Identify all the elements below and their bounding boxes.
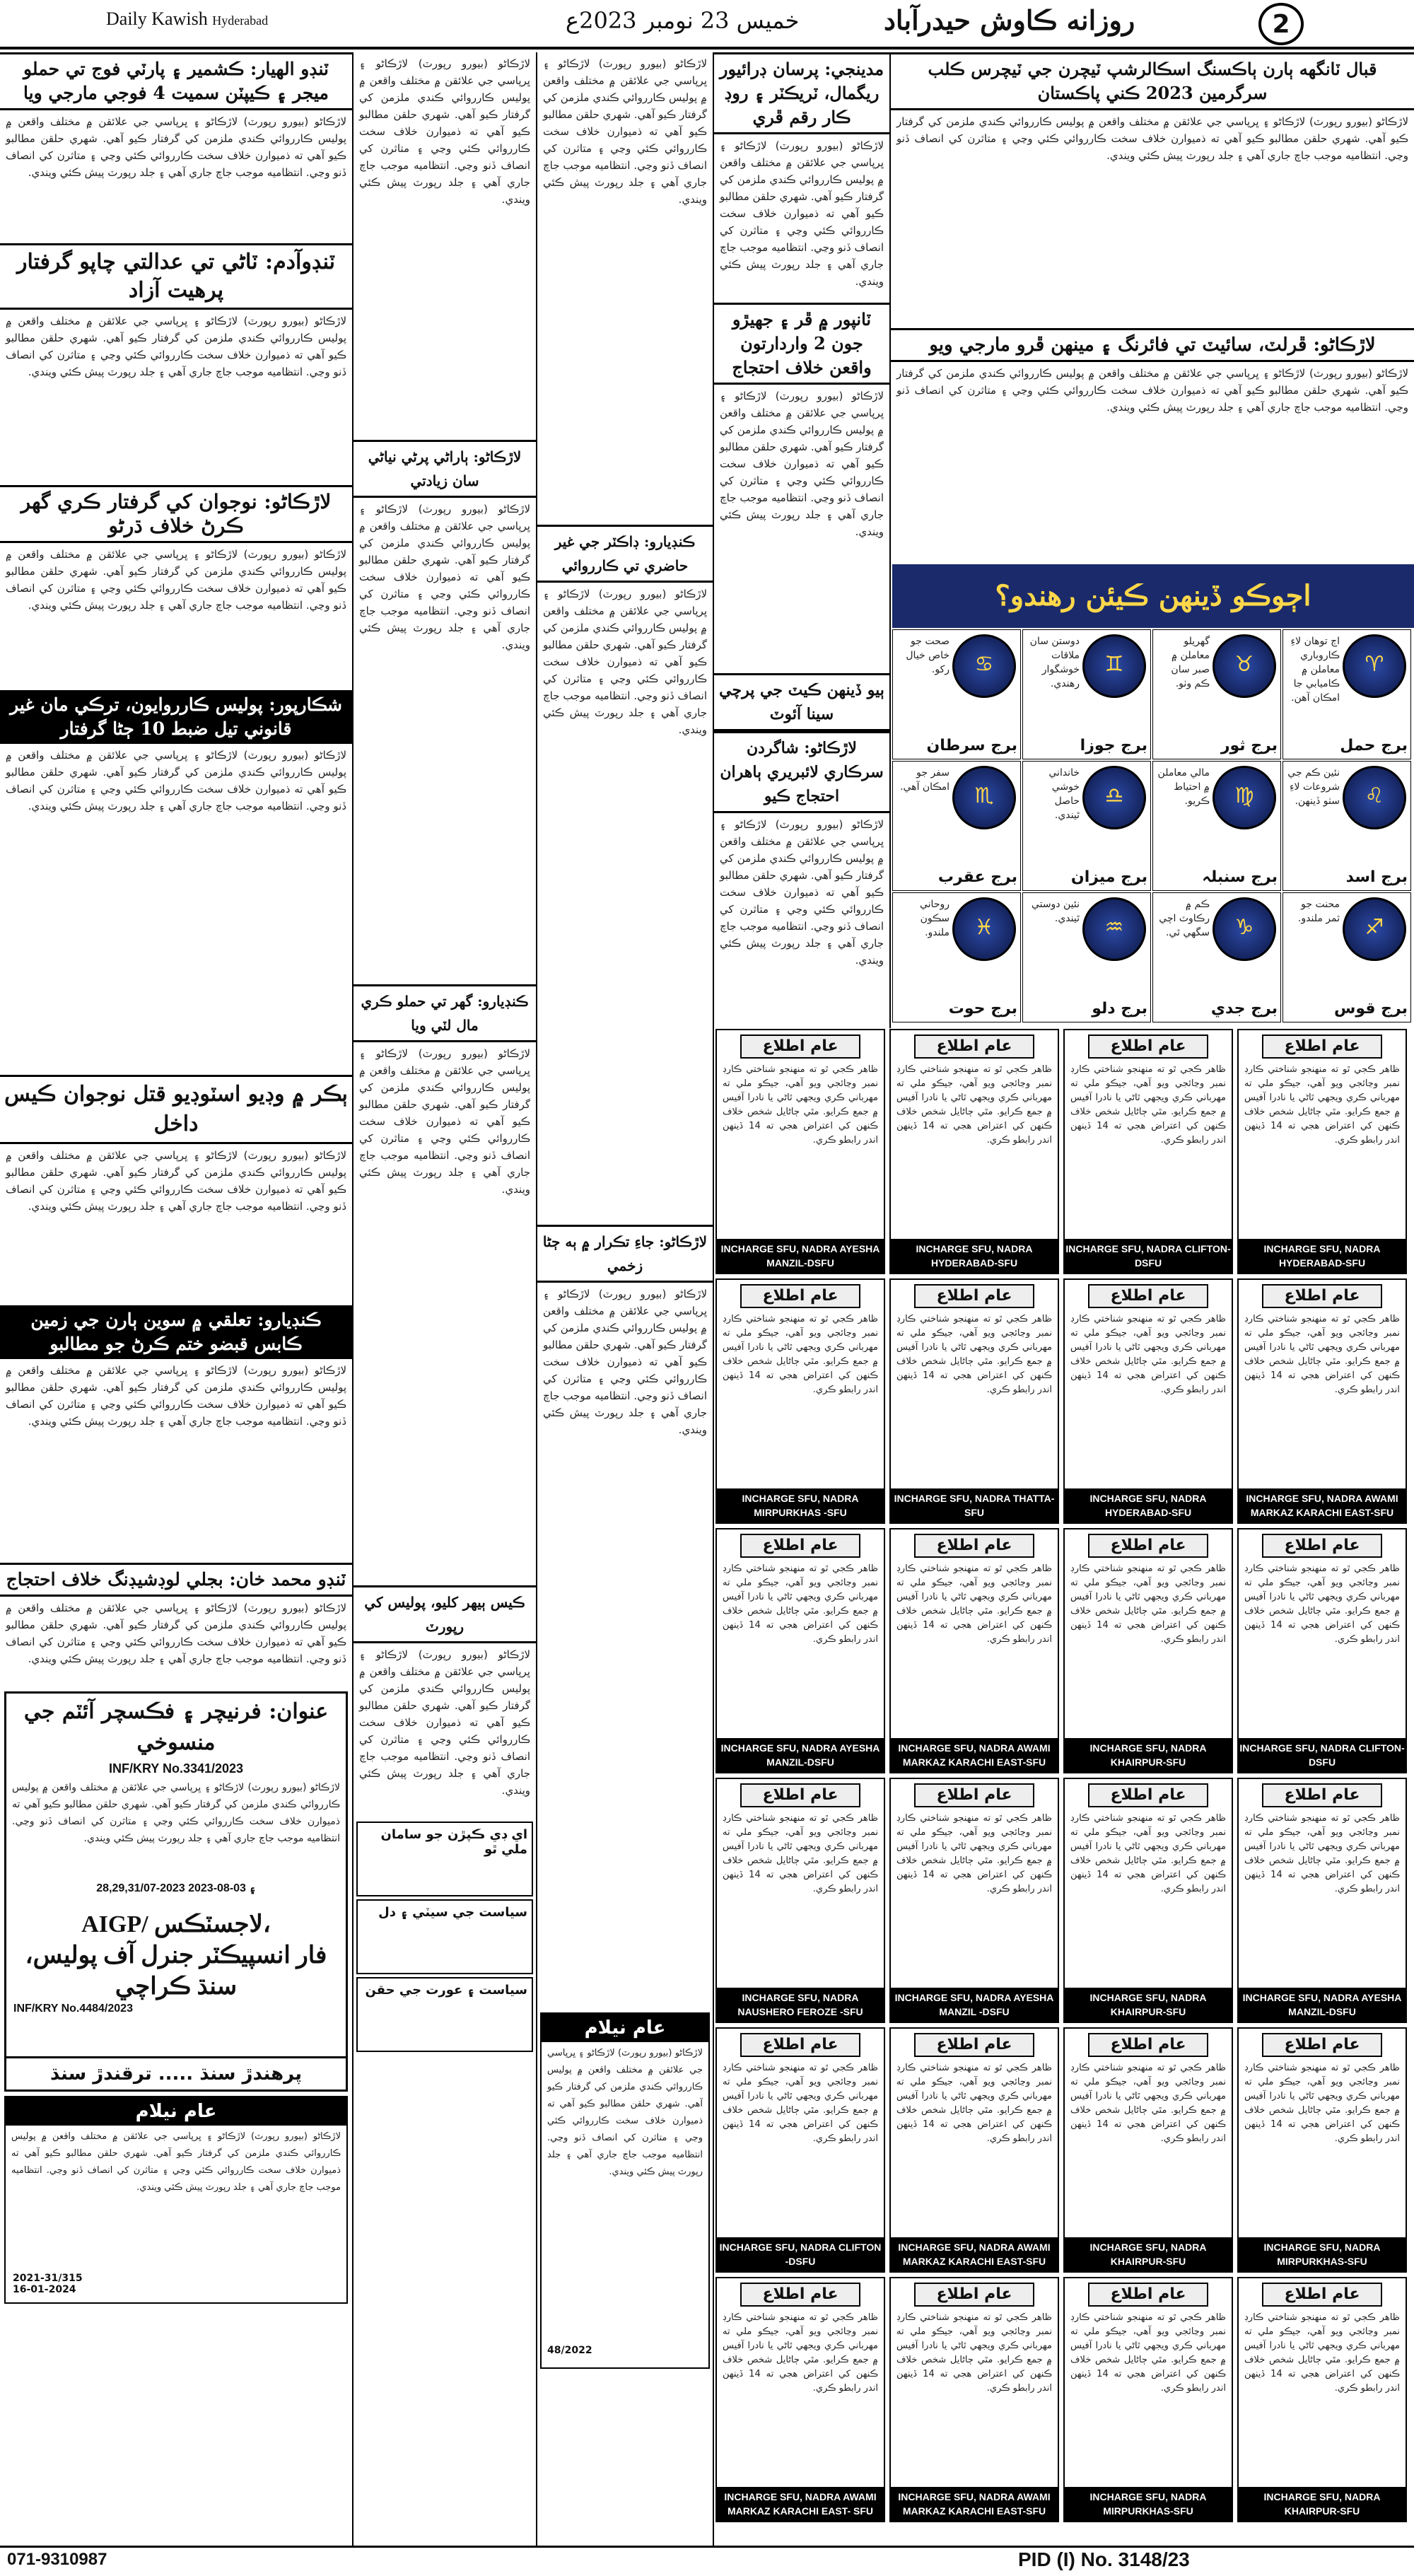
article-text: لاڙڪاڻو (بيورو رپورٽ) لاڙڪاڻو ۽ ڀرپاسي جي علائقن ۾ مختلف واقعن ۾ پوليس ڪارروائي ڪندي ملزمن کي گرفتار ڪيو آهي. شهري حلقن مطالبو ڪيو آهي ته ذميوارن خلاف سخت ڪارروائي ڪئي وڃي ۽ متاثرن کي انصاف ڏنو وڃي. انتظاميه موجب جاچ جاري آهي ۽ جلد رپورٽ پيش ڪئي ويندي. [359, 1648, 530, 1797]
notice-text: ظاهر ڪجي ٿو ته منهنجو شناختي ڪارڊ نمبر وڃائجي ويو آهي، جيڪو ملي ته مهرباني ڪري ويجهي ٿاڻي يا نادرا آفيس ۾ جمع ڪرايو. مٿي ڄاڻايل شخص خلاف ڪنهن کي اعتراض هجي ته 14 ڏينهن اندر رابطو ڪري. [1244, 1064, 1401, 1146]
notice-heading: عام اطلاع [914, 2283, 1034, 2307]
notice-issuer: INCHARGE SFU, NADRA THATTA-SFU [891, 1488, 1058, 1522]
zodiac-glyph: ♑ [1234, 915, 1254, 940]
notice-issuer: INCHARGE SFU, NADRA KHAIRPUR-SFU [1065, 1738, 1232, 1772]
headline: ٽنڊوآدم: ٽاڻي تي عدالتي چاپو گرفتار پرهيت آزاد [0, 243, 352, 310]
tender-ref: INF/KRY No.3341/2023 [108, 1761, 244, 1776]
zodiac-glyph: ♌ [1365, 783, 1384, 808]
notice-issuer: INCHARGE SFU, NADRA MIRPURKHAS -SFU [717, 1488, 884, 1522]
headline: ٻيو ڏينهن ڪيٽ جي پرچي سينا آئوٽ [714, 673, 889, 731]
public-notice [1063, 1029, 1233, 1274]
notice-text: ظاهر ڪجي ٿو ته منهنجو شناختي ڪارڊ نمبر وڃائجي ويو آهي، جيڪو ملي ته مهرباني ڪري ويجهي ٿاڻي يا نادرا آفيس ۾ جمع ڪرايو. مٿي ڄاڻايل شخص خلاف ڪنهن کي اعتراض هجي ته 14 ڏينهن اندر رابطو ڪري. [1244, 1314, 1401, 1395]
article-text: لاڙڪاڻو (بيورو رپورٽ) لاڙڪاڻو ۽ ڀرپاسي جي علائقن ۾ مختلف واقعن ۾ پوليس ڪارروائي ڪندي ملزمن کي گرفتار ڪيو آهي. شهري حلقن مطالبو ڪيو آهي ته ذميوارن خلاف سخت ڪارروائي ڪئي وڃي ۽ متاثرن کي انصاف ڏنو وڃي. انتظاميه موجب جاچ جاري آهي ۽ جلد رپورٽ پيش ڪئي ويندي. [359, 57, 530, 206]
auction-text: لاڙڪاڻو (بيورو رپورٽ) لاڙڪاڻو ۽ ڀرپاسي جي علائقن ۾ مختلف واقعن ۾ پوليس ڪارروائي ڪندي ملزمن کي گرفتار ڪيو آهي. شهري حلقن مطالبو ڪيو آهي ته ذميوارن خلاف سخت ڪارروائي ڪئي وڃي ۽ متاثرن کي انصاف ڏنو وڃي. انتظاميه موجب جاچ جاري آهي ۽ جلد رپورٽ پيش ڪئي ويندي. [547, 2048, 703, 2177]
public-notice [1063, 1278, 1233, 1524]
horoscope-text: نئين دوستي ٿيندي. [1031, 899, 1080, 924]
public-notice [1237, 2027, 1407, 2273]
zodiac-icon [1082, 897, 1146, 961]
horoscope-text: محنت جو ثمر ملندو. [1297, 899, 1340, 924]
notice-text: ظاهر ڪجي ٿو ته منهنجو شناختي ڪارڊ نمبر وڃائجي ويو آهي، جيڪو ملي ته مهرباني ڪري ويجهي ٿاڻي يا نادرا آفيس ۾ جمع ڪرايو. مٿي ڄاڻايل شخص خلاف ڪنهن کي اعتراض هجي ته 14 ڏينهن اندر رابطو ڪري. [723, 1813, 879, 1894]
horoscope-sign [1282, 892, 1411, 1022]
notice-heading: عام اطلاع [1262, 1035, 1381, 1059]
zodiac-icon [1343, 634, 1406, 698]
notice-issuer: INCHARGE SFU, NADRA CLIFTON -DSFU [717, 2237, 884, 2271]
public-notice [715, 1278, 885, 1524]
tender-title: عنوان: فرنيچر ۽ فڪسچر آئٽم جي منسوخي [23, 1699, 329, 1755]
auction-text: لاڙڪاڻو (بيورو رپورٽ) لاڙڪاڻو ۽ ڀرپاسي جي علائقن ۾ مختلف واقعن ۾ پوليس ڪارروائي ڪندي ملزمن کي گرفتار ڪيو آهي. شهري حلقن مطالبو ڪيو آهي ته ذميوارن خلاف سخت ڪارروائي ڪئي وڃي ۽ متاثرن کي انصاف ڏنو وڃي. انتظاميه موجب جاچ جاري آهي ۽ جلد رپورٽ پيش ڪئي ويندي. [11, 2131, 341, 2193]
public-notice [1237, 1029, 1407, 1274]
notice-heading: عام اطلاع [1262, 2033, 1381, 2057]
zodiac-icon [952, 897, 1016, 961]
notice-text: ظاهر ڪجي ٿو ته منهنجو شناختي ڪارڊ نمبر وڃائجي ويو آهي، جيڪو ملي ته مهرباني ڪري ويجهي ٿاڻي يا نادرا آفيس ۾ جمع ڪرايو. مٿي ڄاڻايل شخص خلاف ڪنهن کي اعتراض هجي ته 14 ڏينهن اندر رابطو ڪري. [1070, 2063, 1227, 2144]
notice-text: ظاهر ڪجي ٿو ته منهنجو شناختي ڪارڊ نمبر وڃائجي ويو آهي، جيڪو ملي ته مهرباني ڪري ويجهي ٿاڻي يا نادرا آفيس ۾ جمع ڪرايو. مٿي ڄاڻايل شخص خلاف ڪنهن کي اعتراض هجي ته 14 ڏينهن اندر رابطو ڪري. [723, 1314, 879, 1395]
zodiac-glyph: ♋ [974, 652, 994, 677]
article-text: لاڙڪاڻو (بيورو رپورٽ) لاڙڪاڻو ۽ ڀرپاسي جي علائقن ۾ مختلف واقعن ۾ پوليس ڪارروائي ڪندي ملزمن کي گرفتار ڪيو آهي. شهري حلقن مطالبو ڪيو آهي ته ذميوارن خلاف سخت ڪارروائي ڪئي وڃي ۽ متاثرن کي انصاف ڏنو وڃي. انتظاميه موجب جاچ جاري آهي ۽ جلد رپورٽ پيش ڪئي ويندي. [6, 315, 346, 378]
zodiac-glyph: ♍ [1234, 783, 1254, 808]
public-notice [1237, 1778, 1407, 2023]
public-notice [1237, 1278, 1407, 1524]
aigp-line-2: سنڌ ڪراچي [115, 1974, 238, 2000]
notice-heading: عام اطلاع [1088, 2283, 1208, 2307]
auction-notice [4, 2096, 348, 2304]
headline: لاڙڪاڻو: نوجوان کي گرفتار ڪري گهر ڪرڻ خلاف ڌرڻو [0, 485, 352, 543]
notice-heading: عام اطلاع [914, 1035, 1034, 1059]
notice-issuer: INCHARGE SFU, NADRA KHAIRPUR-SFU [1065, 1988, 1232, 2022]
footer-phone: 071-9310987 [7, 2550, 107, 2569]
horoscope-sign [1152, 629, 1281, 759]
tender-text: لاڙڪاڻو (بيورو رپورٽ) لاڙڪاڻو ۽ ڀرپاسي جي علائقن ۾ مختلف واقعن ۾ پوليس ڪارروائي ڪندي ملزمن کي گرفتار ڪيو آهي. شهري حلقن مطالبو ڪيو آهي ته ذميوارن خلاف سخت ڪارروائي ڪئي وڃي ۽ متاثرن کي انصاف ڏنو وڃي. انتظاميه موجب جاچ جاري آهي ۽ جلد رپورٽ پيش ڪئي ويندي. [12, 1782, 340, 1844]
headline: قبال ٽانگهه ٻارن ٻاڪسنگ اسڪالرشپ ٽيچرن جي ٽيچرس ڪلب سرگرمين 2023 ڪني پاڪستان [891, 52, 1414, 110]
headline: لاڙڪاڻو: جاءِ تڪرار ۾ ٻه ڄڻا زخمي [537, 1225, 713, 1283]
public-notice [889, 2027, 1059, 2273]
notices-grid [714, 1029, 1414, 2542]
notice-heading: عام اطلاع [740, 1783, 860, 1807]
notice-text: ظاهر ڪجي ٿو ته منهنجو شناختي ڪارڊ نمبر وڃائجي ويو آهي، جيڪو ملي ته مهرباني ڪري ويجهي ٿاڻي يا نادرا آفيس ۾ جمع ڪرايو. مٿي ڄاڻايل شخص خلاف ڪنهن کي اعتراض هجي ته 14 ڏينهن اندر رابطو ڪري. [1070, 1064, 1227, 1146]
public-notice [889, 1778, 1059, 2023]
zodiac-icon [1213, 897, 1276, 961]
notice-issuer: INCHARGE SFU, NADRA AWAMI MARKAZ KARACHI EAST-SFU [891, 2237, 1058, 2271]
auction-notice [540, 2012, 710, 2369]
notice-text: ظاهر ڪجي ٿو ته منهنجو شناختي ڪارڊ نمبر وڃائجي ويو آهي، جيڪو ملي ته مهرباني ڪري ويجهي ٿاڻي يا نادرا آفيس ۾ جمع ڪرايو. مٿي ڄاڻايل شخص خلاف ڪنهن کي اعتراض هجي ته 14 ڏينهن اندر رابطو ڪري. [1070, 2312, 1227, 2394]
article-text: لاڙڪاڻو (بيورو رپورٽ) لاڙڪاڻو ۽ ڀرپاسي جي علائقن ۾ مختلف واقعن ۾ پوليس ڪارروائي ڪندي ملزمن کي گرفتار ڪيو آهي. شهري حلقن مطالبو ڪيو آهي ته ذميوارن خلاف سخت ڪارروائي ڪئي وڃي ۽ متاثرن کي انصاف ڏنو وڃي. انتظاميه موجب جاچ جاري آهي ۽ جلد رپورٽ پيش ڪئي ويندي. [543, 1288, 707, 1436]
notice-heading: عام اطلاع [1262, 1284, 1381, 1308]
article-text: لاڙڪاڻو (بيورو رپورٽ) لاڙڪاڻو ۽ ڀرپاسي جي علائقن ۾ مختلف واقعن ۾ پوليس ڪارروائي ڪندي ملزمن کي گرفتار ڪيو آهي. شهري حلقن مطالبو ڪيو آهي ته ذميوارن خلاف سخت ڪارروائي ڪئي وڃي ۽ متاثرن کي انصاف ڏنو وڃي. انتظاميه موجب جاچ جاري آهي ۽ جلد رپورٽ پيش ڪئي ويندي. [359, 1047, 530, 1196]
public-notice [1063, 2277, 1233, 2522]
notice-text: ظاهر ڪجي ٿو ته منهنجو شناختي ڪارڊ نمبر وڃائجي ويو آهي، جيڪو ملي ته مهرباني ڪري ويجهي ٿاڻي يا نادرا آفيس ۾ جمع ڪرايو. مٿي ڄاڻايل شخص خلاف ڪنهن کي اعتراض هجي ته 14 ڏينهن اندر رابطو ڪري. [723, 1064, 879, 1146]
headline: ڪنڊيارو: تعلقي ۾ سوين ٻارن جي زمين ڪابس قبضو ختم ڪرڻ جو مطالبو [0, 1305, 352, 1359]
horoscope-text: روحاني سڪون ملندو. [919, 899, 950, 938]
zodiac-glyph: ♈ [1365, 652, 1384, 677]
horoscope-sign-name: برج سرطان [926, 737, 1017, 754]
news-column-2 [354, 52, 537, 2546]
zodiac-icon [952, 766, 1016, 829]
page-number-badge: 2 [1258, 3, 1304, 45]
zodiac-glyph: ♒ [1104, 915, 1124, 940]
article-text: لاڙڪاڻو (بيورو رپورٽ) لاڙڪاڻو ۽ ڀرپاسي جي علائقن ۾ مختلف واقعن ۾ پوليس ڪارروائي ڪندي ملزمن کي گرفتار ڪيو آهي. شهري حلقن مطالبو ڪيو آهي ته ذميوارن خلاف سخت ڪارروائي ڪئي وڃي ۽ متاثرن کي انصاف ڏنو وڃي. انتظاميه موجب جاچ جاري آهي ۽ جلد رپورٽ پيش ڪئي ويندي. [896, 115, 1408, 162]
horoscope-sign-name: برج جوزا [1080, 737, 1147, 754]
notice-heading: عام اطلاع [1262, 2283, 1381, 2307]
public-notice [889, 1528, 1059, 1773]
article-text: لاڙڪاڻو (بيورو رپورٽ) لاڙڪاڻو ۽ ڀرپاسي جي علائقن ۾ مختلف واقعن ۾ پوليس ڪارروائي ڪندي ملزمن کي گرفتار ڪيو آهي. شهري حلقن مطالبو ڪيو آهي ته ذميوارن خلاف سخت ڪارروائي ڪئي وڃي ۽ متاثرن کي انصاف ڏنو وڃي. انتظاميه موجب جاچ جاري آهي ۽ جلد رپورٽ پيش ڪئي ويندي. [6, 1149, 346, 1213]
article-text: لاڙڪاڻو (بيورو رپورٽ) لاڙڪاڻو ۽ ڀرپاسي جي علائقن ۾ مختلف واقعن ۾ پوليس ڪارروائي ڪندي ملزمن کي گرفتار ڪيو آهي. شهري حلقن مطالبو ڪيو آهي ته ذميوارن خلاف سخت ڪارروائي ڪئي وڃي ۽ متاثرن کي انصاف ڏنو وڃي. انتظاميه موجب جاچ جاري آهي ۽ جلد رپورٽ پيش ڪئي ويندي. [720, 139, 884, 288]
notice-issuer: INCHARGE SFU, NADRA CLIFTON-DSFU [1239, 1738, 1406, 1772]
notice-text: ظاهر ڪجي ٿو ته منهنجو شناختي ڪارڊ نمبر وڃائجي ويو آهي، جيڪو ملي ته مهرباني ڪري ويجهي ٿاڻي يا نادرا آفيس ۾ جمع ڪرايو. مٿي ڄاڻايل شخص خلاف ڪنهن کي اعتراض هجي ته 14 ڏينهن اندر رابطو ڪري. [723, 2312, 879, 2394]
public-notice [715, 2027, 885, 2273]
horoscope-sign-name: برج حمل [1340, 737, 1408, 754]
notice-heading: عام اطلاع [740, 2033, 860, 2057]
horoscope-sign [1152, 892, 1281, 1022]
horoscope-sign-name: برج دلو [1092, 1000, 1147, 1018]
horoscope-sign-name: برج قوس [1333, 1000, 1408, 1018]
notice-issuer: INCHARGE SFU, NADRA AYESHA MANZIL-DSFU [717, 1239, 884, 1273]
notice-text: ظاهر ڪجي ٿو ته منهنجو شناختي ڪارڊ نمبر وڃائجي ويو آهي، جيڪو ملي ته مهرباني ڪري ويجهي ٿاڻي يا نادرا آفيس ۾ جمع ڪرايو. مٿي ڄاڻايل شخص خلاف ڪنهن کي اعتراض هجي ته 14 ڏينهن اندر رابطو ڪري. [1244, 2312, 1401, 2394]
horoscope-sign [1152, 761, 1281, 891]
notice-heading: عام اطلاع [740, 1035, 860, 1059]
article-text: لاڙڪاڻو (بيورو رپورٽ) لاڙڪاڻو ۽ ڀرپاسي جي علائقن ۾ مختلف واقعن ۾ پوليس ڪارروائي ڪندي ملزمن کي گرفتار ڪيو آهي. شهري حلقن مطالبو ڪيو آهي ته ذميوارن خلاف سخت ڪارروائي ڪئي وڃي ۽ متاثرن کي انصاف ڏنو وڃي. انتظاميه موجب جاچ جاري آهي ۽ جلد رپورٽ پيش ڪئي ويندي. [359, 503, 530, 651]
masthead-title: روزانه ڪاوش حيدرآباد [884, 4, 1135, 36]
news-column-3 [537, 52, 714, 2546]
public-notice [1237, 2277, 1407, 2522]
horoscope-sign-name: برج ثور [1220, 737, 1278, 754]
notice-issuer: INCHARGE SFU, NADRA NAUSHERO FEROZE -SFU [717, 1988, 884, 2022]
notice-heading: عام اطلاع [914, 1534, 1034, 1558]
footer-bar [0, 2546, 1414, 2576]
notice-heading: عام اطلاع [1262, 1783, 1381, 1807]
notice-heading: عام اطلاع [1088, 2033, 1208, 2057]
horoscope-sign-name: برج جدي [1210, 1000, 1278, 1018]
horoscope-sign-name: برج عقرب [937, 868, 1017, 886]
horoscope-text: گهريلو معاملن ۾ صبر سان ڪم وٺو. [1171, 636, 1210, 689]
notice-heading: عام اطلاع [740, 1534, 860, 1558]
notice-heading: عام اطلاع [740, 1284, 860, 1308]
classified-ad: سياست جي سيٽي ۽ دل [356, 1899, 533, 1974]
horoscope-sign [892, 892, 1021, 1022]
horoscope-sign [1282, 629, 1411, 759]
article-text: لاڙڪاڻو (بيورو رپورٽ) لاڙڪاڻو ۽ ڀرپاسي جي علائقن ۾ مختلف واقعن ۾ پوليس ڪارروائي ڪندي ملزمن کي گرفتار ڪيو آهي. شهري حلقن مطالبو ڪيو آهي ته ذميوارن خلاف سخت ڪارروائي ڪئي وڃي ۽ متاثرن کي انصاف ڏنو وڃي. انتظاميه موجب جاچ جاري آهي ۽ جلد رپورٽ پيش ڪئي ويندي. [720, 818, 884, 967]
public-notice [715, 1029, 885, 1274]
public-notice [1237, 1528, 1407, 1773]
zodiac-icon [1213, 766, 1276, 829]
horoscope-text: خانداني خوشي حاصل ٿيندي. [1048, 767, 1080, 821]
article-text: لاڙڪاڻو (بيورو رپورٽ) لاڙڪاڻو ۽ ڀرپاسي جي علائقن ۾ مختلف واقعن ۾ پوليس ڪارروائي ڪندي ملزمن کي گرفتار ڪيو آهي. شهري حلقن مطالبو ڪيو آهي ته ذميوارن خلاف سخت ڪارروائي ڪئي وڃي ۽ متاثرن کي انصاف ڏنو وڃي. انتظاميه موجب جاچ جاري آهي ۽ جلد رپورٽ پيش ڪئي ويندي. [6, 749, 346, 812]
headline: ٻڪر ۾ وڊيو اسٽوڊيو قتل نوجوان ڪيس داخل [0, 1075, 352, 1144]
notice-text: ظاهر ڪجي ٿو ته منهنجو شناختي ڪارڊ نمبر وڃائجي ويو آهي، جيڪو ملي ته مهرباني ڪري ويجهي ٿاڻي يا نادرا آفيس ۾ جمع ڪرايو. مٿي ڄاڻايل شخص خلاف ڪنهن کي اعتراض هجي ته 14 ڏينهن اندر رابطو ڪري. [896, 2063, 1053, 2144]
horoscope-text: نئين ڪم جي شروعات لاءِ سٺو ڏينهن. [1287, 767, 1340, 807]
tender-ref-2: INF/KRY No.4484/2023 [13, 2003, 133, 2015]
article-text: لاڙڪاڻو (بيورو رپورٽ) لاڙڪاڻو ۽ ڀرپاسي جي علائقن ۾ مختلف واقعن ۾ پوليس ڪارروائي ڪندي ملزمن کي گرفتار ڪيو آهي. شهري حلقن مطالبو ڪيو آهي ته ذميوارن خلاف سخت ڪارروائي ڪئي وڃي ۽ متاثرن کي انصاف ڏنو وڃي. انتظاميه موجب جاچ جاري آهي ۽ جلد رپورٽ پيش ڪئي ويندي. [896, 367, 1408, 414]
classified-ad: سياست ۽ عورت جي حقن [356, 1977, 533, 2052]
zodiac-icon [1213, 634, 1276, 698]
news-column-4 [714, 52, 891, 1028]
notice-text: ظاهر ڪجي ٿو ته منهنجو شناختي ڪارڊ نمبر وڃائجي ويو آهي، جيڪو ملي ته مهرباني ڪري ويجهي ٿاڻي يا نادرا آفيس ۾ جمع ڪرايو. مٿي ڄاڻايل شخص خلاف ڪنهن کي اعتراض هجي ته 14 ڏينهن اندر رابطو ڪري. [1070, 1563, 1227, 1645]
article-text: لاڙڪاڻو (بيورو رپورٽ) لاڙڪاڻو ۽ ڀرپاسي جي علائقن ۾ مختلف واقعن ۾ پوليس ڪارروائي ڪندي ملزمن کي گرفتار ڪيو آهي. شهري حلقن مطالبو ڪيو آهي ته ذميوارن خلاف سخت ڪارروائي ڪئي وڃي ۽ متاثرن کي انصاف ڏنو وڃي. انتظاميه موجب جاچ جاري آهي ۽ جلد رپورٽ پيش ڪئي ويندي. [6, 548, 346, 612]
notice-issuer: INCHARGE SFU, NADRA HYDERABAD-SFU [891, 1239, 1058, 1273]
article-text: لاڙڪاڻو (بيورو رپورٽ) لاڙڪاڻو ۽ ڀرپاسي جي علائقن ۾ مختلف واقعن ۾ پوليس ڪارروائي ڪندي ملزمن کي گرفتار ڪيو آهي. شهري حلقن مطالبو ڪيو آهي ته ذميوارن خلاف سخت ڪارروائي ڪئي وڃي ۽ متاثرن کي انصاف ڏنو وڃي. انتظاميه موجب جاچ جاري آهي ۽ جلد رپورٽ پيش ڪئي ويندي. [6, 1602, 346, 1665]
zodiac-glyph: ♐ [1365, 915, 1384, 940]
public-notice [889, 1278, 1059, 1524]
zodiac-glyph: ♉ [1234, 652, 1254, 677]
zodiac-icon [1082, 766, 1146, 829]
masthead-brand: Daily Kawish Hyderabad [106, 8, 269, 29]
tender-slogan: پرهندڙ سنڌ ..... ترقندڙ سنڌ [6, 2056, 346, 2090]
tender-dates: 28,29,31/07-2023 ۽ 03-08-2023 [96, 1882, 256, 1894]
notice-text: ظاهر ڪجي ٿو ته منهنجو شناختي ڪارڊ نمبر وڃائجي ويو آهي، جيڪو ملي ته مهرباني ڪري ويجهي ٿاڻي يا نادرا آفيس ۾ جمع ڪرايو. مٿي ڄاڻايل شخص خلاف ڪنهن کي اعتراض هجي ته 14 ڏينهن اندر رابطو ڪري. [723, 2063, 879, 2144]
horoscope-sign [1282, 761, 1411, 891]
notice-text: ظاهر ڪجي ٿو ته منهنجو شناختي ڪارڊ نمبر وڃائجي ويو آهي، جيڪو ملي ته مهرباني ڪري ويجهي ٿاڻي يا نادرا آفيس ۾ جمع ڪرايو. مٿي ڄاڻايل شخص خلاف ڪنهن کي اعتراض هجي ته 14 ڏينهن اندر رابطو ڪري. [896, 2312, 1053, 2394]
article-text: لاڙڪاڻو (بيورو رپورٽ) لاڙڪاڻو ۽ ڀرپاسي جي علائقن ۾ مختلف واقعن ۾ پوليس ڪارروائي ڪندي ملزمن کي گرفتار ڪيو آهي. شهري حلقن مطالبو ڪيو آهي ته ذميوارن خلاف سخت ڪارروائي ڪئي وڃي ۽ متاثرن کي انصاف ڏنو وڃي. انتظاميه موجب جاچ جاري آهي ۽ جلد رپورٽ پيش ڪئي ويندي. [6, 115, 346, 179]
headline: لاڙڪاڻو: شاگردن سرڪاري لائبريري ٻاهران احتجاج ڪيو [714, 731, 889, 813]
notice-heading: عام اطلاع [1088, 1284, 1208, 1308]
public-notice [889, 2277, 1059, 2522]
zodiac-icon [952, 634, 1016, 698]
public-notice [1063, 2027, 1233, 2273]
notice-issuer: INCHARGE SFU, NADRA AYESHA MANZIL-DSFU [1239, 1988, 1406, 2022]
auction-case: 48/2022 [547, 2345, 592, 2356]
public-notice [1063, 1778, 1233, 2023]
notice-issuer: INCHARGE SFU, NADRA AYESHA MANZIL-DSFU [717, 1738, 884, 1772]
notice-heading: عام اطلاع [1262, 1534, 1381, 1558]
horoscope-sign-name: برج سنبلہ [1202, 868, 1278, 886]
notice-issuer: INCHARGE SFU, NADRA MIRPURKHAS-SFU [1065, 2487, 1232, 2521]
notice-issuer: INCHARGE SFU, NADRA AWAMI MARKAZ KARACHI EAST-SFU [1239, 1488, 1406, 1522]
notice-issuer: INCHARGE SFU, NADRA HYDERABAD-SFU [1065, 1488, 1232, 1522]
auction-date: 16-01-2024 [13, 2284, 76, 2295]
notice-text: ظاهر ڪجي ٿو ته منهنجو شناختي ڪارڊ نمبر وڃائجي ويو آهي، جيڪو ملي ته مهرباني ڪري ويجهي ٿاڻي يا نادرا آفيس ۾ جمع ڪرايو. مٿي ڄاڻايل شخص خلاف ڪنهن کي اعتراض هجي ته 14 ڏينهن اندر رابطو ڪري. [896, 1813, 1053, 1894]
zodiac-glyph: ♏ [974, 783, 994, 808]
horoscope-sign [1022, 892, 1151, 1022]
horoscope-text: سفر جو امڪان آهي. [900, 767, 950, 793]
notice-heading: عام اطلاع [740, 2283, 860, 2307]
headline: ٽنڊو محمد خان: بجلي لوڊشيڊنگ خلاف احتجاج [0, 1563, 352, 1597]
notice-heading: عام اطلاع [1088, 1035, 1208, 1059]
notice-heading: عام اطلاع [1088, 1783, 1208, 1807]
notice-issuer: INCHARGE SFU, NADRA KHAIRPUR-SFU [1239, 2487, 1406, 2521]
horoscope-grid [892, 629, 1414, 1025]
notice-text: ظاهر ڪجي ٿو ته منهنجو شناختي ڪارڊ نمبر وڃائجي ويو آهي، جيڪو ملي ته مهرباني ڪري ويجهي ٿاڻي يا نادرا آفيس ۾ جمع ڪرايو. مٿي ڄاڻايل شخص خلاف ڪنهن کي اعتراض هجي ته 14 ڏينهن اندر رابطو ڪري. [896, 1314, 1053, 1395]
horoscope-text: دوستن سان ملاقات خوشگوار رهندي. [1029, 636, 1080, 689]
zodiac-glyph: ♎ [1104, 783, 1124, 808]
public-notice [889, 1029, 1059, 1274]
news-column-5 [891, 52, 1414, 561]
headline: ٽانپور ۾ ڦر ۽ جهيڙو جون 2 واردارتون واقعن خلاف احتجاج [714, 303, 889, 385]
notice-text: ظاهر ڪجي ٿو ته منهنجو شناختي ڪارڊ نمبر وڃائجي ويو آهي، جيڪو ملي ته مهرباني ڪري ويجهي ٿاڻي يا نادرا آفيس ۾ جمع ڪرايو. مٿي ڄاڻايل شخص خلاف ڪنهن کي اعتراض هجي ته 14 ڏينهن اندر رابطو ڪري. [896, 1563, 1053, 1645]
aigp-line-1: فار انسپيڪٽر جنرل آف پوليس، [25, 1942, 327, 1969]
auction-case: 2021-31/315 [13, 2273, 83, 2284]
notice-issuer: INCHARGE SFU, NADRA AWAMI MARKAZ KARACHI EAST-SFU [891, 1738, 1058, 1772]
horoscope-text: صحت جو خاص خيال رکو. [906, 636, 950, 675]
notice-heading: عام اطلاع [914, 1783, 1034, 1807]
headline: شڪارپور: پوليس ڪارروايون، ترڪي مان غير قانوني تيل ضبط 10 ڄڻا گرفتار [0, 690, 352, 744]
headline: لاڙڪاڻو: ڦرلٽ، سائيٽ تي فائرنگ ۽ مينهن ڦرو مارجي ويو [891, 328, 1414, 362]
horoscope-sign [1022, 761, 1151, 891]
public-notice [715, 2277, 885, 2522]
notice-text: ظاهر ڪجي ٿو ته منهنجو شناختي ڪارڊ نمبر وڃائجي ويو آهي، جيڪو ملي ته مهرباني ڪري ويجهي ٿاڻي يا نادرا آفيس ۾ جمع ڪرايو. مٿي ڄاڻايل شخص خلاف ڪنهن کي اعتراض هجي ته 14 ڏينهن اندر رابطو ڪري. [896, 1064, 1053, 1146]
horoscope-sign [1022, 629, 1151, 759]
notice-heading: عام اطلاع [914, 1284, 1034, 1308]
notice-issuer: INCHARGE SFU, NADRA MIRPURKHAS-SFU [1239, 2237, 1406, 2271]
notice-issuer: INCHARGE SFU, NADRA KHAIRPUR-SFU [1065, 2237, 1232, 2271]
headline: ڪنڊيارو: گهر تي حملو ڪري مال لٽي ويا [354, 984, 536, 1042]
notice-text: ظاهر ڪجي ٿو ته منهنجو شناختي ڪارڊ نمبر وڃائجي ويو آهي، جيڪو ملي ته مهرباني ڪري ويجهي ٿاڻي يا نادرا آفيس ۾ جمع ڪرايو. مٿي ڄاڻايل شخص خلاف ڪنهن کي اعتراض هجي ته 14 ڏينهن اندر رابطو ڪري. [1244, 1563, 1401, 1645]
article-text: لاڙڪاڻو (بيورو رپورٽ) لاڙڪاڻو ۽ ڀرپاسي جي علائقن ۾ مختلف واقعن ۾ پوليس ڪارروائي ڪندي ملزمن کي گرفتار ڪيو آهي. شهري حلقن مطالبو ڪيو آهي ته ذميوارن خلاف سخت ڪارروائي ڪئي وڃي ۽ متاثرن کي انصاف ڏنو وڃي. انتظاميه موجب جاچ جاري آهي ۽ جلد رپورٽ پيش ڪئي ويندي. [720, 390, 884, 538]
horoscope-sign [892, 761, 1021, 891]
zodiac-icon [1343, 766, 1406, 829]
headline: لاڙڪاڻو: ٻاراڻي پرڻي نياڻي سان زيادتي [354, 440, 536, 498]
horoscope-sign-name: برج اسد [1345, 868, 1408, 886]
zodiac-glyph: ♓ [974, 915, 994, 940]
notice-issuer: INCHARGE SFU, NADRA AYESHA MANZIL -DSFU [891, 1988, 1058, 2022]
auction-heading: عام نيلام [6, 2097, 346, 2126]
masthead-date: خميس 23 نومبر 2023ع [566, 7, 800, 34]
horoscope-banner: اڄوڪو ڏينهن ڪيئن رهندو؟ [892, 564, 1414, 628]
article-text: لاڙڪاڻو (بيورو رپورٽ) لاڙڪاڻو ۽ ڀرپاسي جي علائقن ۾ مختلف واقعن ۾ پوليس ڪارروائي ڪندي ملزمن کي گرفتار ڪيو آهي. شهري حلقن مطالبو ڪيو آهي ته ذميوارن خلاف سخت ڪارروائي ڪئي وڃي ۽ متاثرن کي انصاف ڏنو وڃي. انتظاميه موجب جاچ جاري آهي ۽ جلد رپورٽ پيش ڪئي ويندي. [543, 57, 707, 206]
headline: ٽنڊو الهيار: ڪشمير ۽ پارٽي فوج تي حملو ميجر ۽ ڪيپٽن سميت 4 فوجي مارجي ويا [0, 52, 352, 110]
auction-heading: عام نيلام [542, 2014, 708, 2042]
notice-issuer: INCHARGE SFU, NADRA HYDERABAD-SFU [1239, 1239, 1406, 1273]
headline: ڪيس ٻيهر کليو، پوليس کي رپورٽ [354, 1585, 536, 1643]
aigp-title: AIGP/ لاجسٽڪس، [81, 1911, 271, 1937]
horoscope-sign [892, 629, 1021, 759]
public-notice [1063, 1528, 1233, 1773]
zodiac-icon [1082, 634, 1146, 698]
zodiac-icon [1343, 897, 1406, 961]
notice-issuer: INCHARGE SFU, NADRA CLIFTON-DSFU [1065, 1239, 1232, 1273]
notice-text: ظاهر ڪجي ٿو ته منهنجو شناختي ڪارڊ نمبر وڃائجي ويو آهي، جيڪو ملي ته مهرباني ڪري ويجهي ٿاڻي يا نادرا آفيس ۾ جمع ڪرايو. مٿي ڄاڻايل شخص خلاف ڪنهن کي اعتراض هجي ته 14 ڏينهن اندر رابطو ڪري. [1070, 1813, 1227, 1894]
zodiac-glyph: ♊ [1104, 652, 1124, 677]
classified-ad: اي ڊي ڪپڙن جو سامان ملي ٿو [356, 1822, 533, 1896]
headline: ڪنڊيارو: ڊاڪٽر جي غير حاضري تي ڪارروائي [537, 525, 713, 583]
headline: مدينجي: پرسان ڊرائيور ريگمال، ٽريڪٽر ۽ روڊ ڪار رقم ڦري [714, 52, 889, 134]
horoscope-text: اڄ توهان لاءِ ڪاروباري معاملن ۾ ڪاميابي جا امڪان آهن. [1290, 636, 1340, 704]
article-text: لاڙڪاڻو (بيورو رپورٽ) لاڙڪاڻو ۽ ڀرپاسي جي علائقن ۾ مختلف واقعن ۾ پوليس ڪارروائي ڪندي ملزمن کي گرفتار ڪيو آهي. شهري حلقن مطالبو ڪيو آهي ته ذميوارن خلاف سخت ڪارروائي ڪئي وڃي ۽ متاثرن کي انصاف ڏنو وڃي. انتظاميه موجب جاچ جاري آهي ۽ جلد رپورٽ پيش ڪئي ويندي. [543, 588, 707, 736]
notice-text: ظاهر ڪجي ٿو ته منهنجو شناختي ڪارڊ نمبر وڃائجي ويو آهي، جيڪو ملي ته مهرباني ڪري ويجهي ٿاڻي يا نادرا آفيس ۾ جمع ڪرايو. مٿي ڄاڻايل شخص خلاف ڪنهن کي اعتراض هجي ته 14 ڏينهن اندر رابطو ڪري. [1244, 2063, 1401, 2144]
horoscope-text: مالي معاملن ۾ احتياط ڪريو. [1157, 767, 1210, 807]
notice-issuer: INCHARGE SFU, NADRA AWAMI MARKAZ KARACHI EAST- SFU [717, 2487, 884, 2521]
tender-notice [4, 1691, 348, 2092]
notice-heading: عام اطلاع [914, 2033, 1034, 2057]
notice-text: ظاهر ڪجي ٿو ته منهنجو شناختي ڪارڊ نمبر وڃائجي ويو آهي، جيڪو ملي ته مهرباني ڪري ويجهي ٿاڻي يا نادرا آفيس ۾ جمع ڪرايو. مٿي ڄاڻايل شخص خلاف ڪنهن کي اعتراض هجي ته 14 ڏينهن اندر رابطو ڪري. [1244, 1813, 1401, 1894]
notice-heading: عام اطلاع [1088, 1534, 1208, 1558]
notice-text: ظاهر ڪجي ٿو ته منهنجو شناختي ڪارڊ نمبر وڃائجي ويو آهي، جيڪو ملي ته مهرباني ڪري ويجهي ٿاڻي يا نادرا آفيس ۾ جمع ڪرايو. مٿي ڄاڻايل شخص خلاف ڪنهن کي اعتراض هجي ته 14 ڏينهن اندر رابطو ڪري. [1070, 1314, 1227, 1395]
article-text: لاڙڪاڻو (بيورو رپورٽ) لاڙڪاڻو ۽ ڀرپاسي جي علائقن ۾ مختلف واقعن ۾ پوليس ڪارروائي ڪندي ملزمن کي گرفتار ڪيو آهي. شهري حلقن مطالبو ڪيو آهي ته ذميوارن خلاف سخت ڪارروائي ڪئي وڃي ۽ متاثرن کي انصاف ڏنو وڃي. انتظاميه موجب جاچ جاري آهي ۽ جلد رپورٽ پيش ڪئي ويندي. [6, 1364, 346, 1428]
horoscope-text: ڪم ۾ رڪاوٽ اچي سگهي ٿي. [1159, 899, 1210, 938]
public-notice [715, 1778, 885, 2023]
notice-text: ظاهر ڪجي ٿو ته منهنجو شناختي ڪارڊ نمبر وڃائجي ويو آهي، جيڪو ملي ته مهرباني ڪري ويجهي ٿاڻي يا نادرا آفيس ۾ جمع ڪرايو. مٿي ڄاڻايل شخص خلاف ڪنهن کي اعتراض هجي ته 14 ڏينهن اندر رابطو ڪري. [723, 1563, 879, 1645]
public-notice [715, 1528, 885, 1773]
notice-issuer: INCHARGE SFU, NADRA AWAMI MARKAZ KARACHI EAST-SFU [891, 2487, 1058, 2521]
horoscope-sign-name: برج حوت [948, 1000, 1017, 1018]
news-column-1 [0, 52, 354, 2546]
horoscope-sign-name: برج ميزان [1070, 868, 1147, 886]
footer-pid: PID (I) No. 3148/23 [1018, 2548, 1190, 2570]
